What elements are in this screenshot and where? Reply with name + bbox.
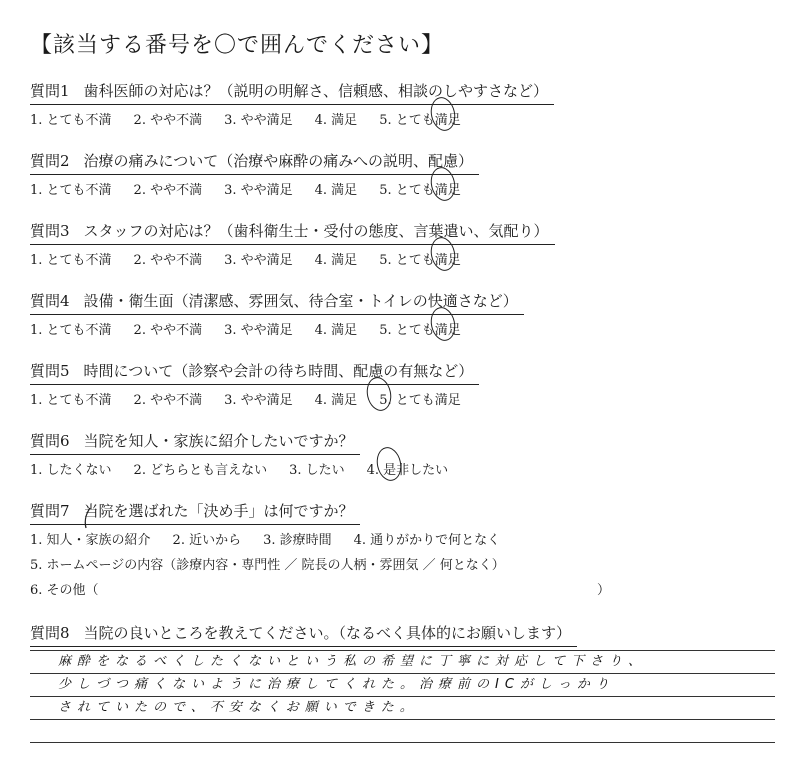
question-7	[30, 500, 610, 598]
option[interactable]: 3. したい	[289, 463, 345, 478]
option[interactable]: 5. とても満足	[379, 319, 461, 338]
question-8-header	[30, 622, 571, 645]
question-number: 質問1	[30, 82, 70, 100]
question-6-header	[30, 430, 354, 453]
question-text: 歯科医師の対応は？（説明の明解さ、信頼感、相談のしやすさなど）	[83, 82, 548, 100]
option[interactable]: 2. やや不満	[133, 253, 203, 268]
option[interactable]: 5. とても満足	[379, 249, 461, 268]
question-number: 質問3	[30, 222, 70, 240]
question-7-header	[30, 500, 354, 523]
question-text: 時間について（診察や会計の待ち時間、配慮の有無など）	[83, 362, 474, 380]
question-number: 質問6	[30, 432, 70, 450]
answer-line: されていたので、不安なくお願いできた。	[58, 700, 419, 715]
question-1-options	[30, 109, 548, 128]
question-text: 設備・衛生面（清潔感、雰囲気、待合室・トイレの快適さなど）	[83, 292, 518, 310]
option[interactable]: 4. 通りがかりで何となく	[353, 533, 501, 548]
option[interactable]: 1. とても不満	[30, 323, 112, 338]
question-text: 当院を知人・家族に紹介したいですか？	[83, 432, 354, 450]
option[interactable]: 3. やや満足	[224, 183, 293, 198]
question-number: 質問5	[30, 362, 70, 380]
question-5	[30, 360, 483, 408]
option[interactable]: 2. やや不満	[133, 183, 203, 198]
option[interactable]: 5. とても満足	[379, 393, 461, 408]
option[interactable]: 1. とても不満	[30, 113, 112, 128]
question-5-options	[30, 389, 483, 408]
option[interactable]: 4. 満足	[314, 113, 358, 128]
question-4-header	[30, 290, 518, 313]
question-number: 質問8	[30, 624, 70, 642]
question-7-options-row2[interactable]: 5. ホームページの内容（診療内容・専門性 ／ 院長の人柄・雰囲気 ／ 何となく）	[30, 558, 505, 573]
question-number: 質問2	[30, 152, 70, 170]
option[interactable]: 4. 満足	[315, 389, 358, 408]
option[interactable]: 2. やや不満	[133, 323, 203, 338]
option[interactable]: 1. とても不満	[30, 253, 112, 268]
question-number: 質問7	[30, 502, 70, 520]
option[interactable]: 1. したくない	[30, 463, 112, 478]
selection-circle	[373, 445, 404, 483]
option[interactable]: 2. どちらとも言えない	[133, 463, 268, 478]
option[interactable]: 2. 近いから	[172, 533, 242, 548]
option[interactable]: 4. 満足	[314, 253, 358, 268]
option[interactable]: 3. 診療時間	[263, 533, 332, 548]
option[interactable]: 3. やや満足	[224, 323, 293, 338]
option[interactable]: 4. 満足	[314, 323, 358, 338]
check-mark	[80, 506, 96, 532]
question-7-options-row3[interactable]	[30, 579, 610, 598]
question-number: 質問4	[30, 292, 70, 310]
option[interactable]: 3. やや満足	[224, 113, 293, 128]
answer-line: 少しづつ痛くないように治療してくれた。治療前のICがしっかり	[58, 677, 615, 692]
free-text-answer[interactable]	[30, 650, 775, 765]
question-3	[30, 220, 549, 268]
option[interactable]: 1. とても不満	[30, 393, 112, 408]
question-6-options	[30, 459, 470, 478]
question-8	[30, 622, 571, 645]
other-label: 6. その他（	[30, 583, 99, 598]
option[interactable]: 2. やや不満	[133, 113, 203, 128]
question-5-header	[30, 360, 473, 383]
option[interactable]: 5. とても満足	[379, 109, 461, 128]
answer-line	[30, 720, 775, 742]
question-text: スタッフの対応は？（歯科衛生士・受付の態度、言葉遣い、気配り）	[83, 222, 549, 240]
option[interactable]: 4. 是非したい	[367, 459, 449, 478]
answer-line	[30, 743, 775, 765]
question-text: 治療の痛みについて（治療や麻酔の痛みへの説明、配慮）	[83, 152, 473, 170]
question-3-options	[30, 249, 549, 268]
question-1	[30, 80, 548, 128]
other-close: ）	[596, 583, 610, 598]
question-3-header	[30, 220, 549, 243]
question-4	[30, 290, 518, 338]
question-text: 当院を選ばれた「決め手」は何ですか？	[83, 502, 354, 520]
answer-line: 麻酔をなるべくしたくないという私の希望に丁寧に対応して下さり、	[58, 654, 648, 669]
survey-title: 【該当する番号を〇で囲んでください】	[30, 33, 445, 58]
option[interactable]: 1. とても不満	[30, 183, 112, 198]
option[interactable]: 3. やや満足	[224, 253, 293, 268]
question-1-header	[30, 80, 548, 103]
question-text: 当院の良いところを教えてください。（なるべく具体的にお願いします）	[83, 624, 572, 642]
question-2	[30, 150, 483, 198]
option[interactable]: 5. とても満足	[379, 179, 461, 198]
option[interactable]: 1. 知人・家族の紹介	[30, 533, 151, 548]
question-4-options	[30, 319, 518, 338]
question-2-options	[30, 179, 483, 198]
option[interactable]: 4. 満足	[314, 183, 358, 198]
question-6	[30, 430, 470, 478]
option[interactable]: 2. やや不満	[133, 393, 203, 408]
question-2-header	[30, 150, 473, 173]
option[interactable]: 3. やや満足	[224, 393, 293, 408]
question-7-options-row1	[30, 529, 610, 548]
